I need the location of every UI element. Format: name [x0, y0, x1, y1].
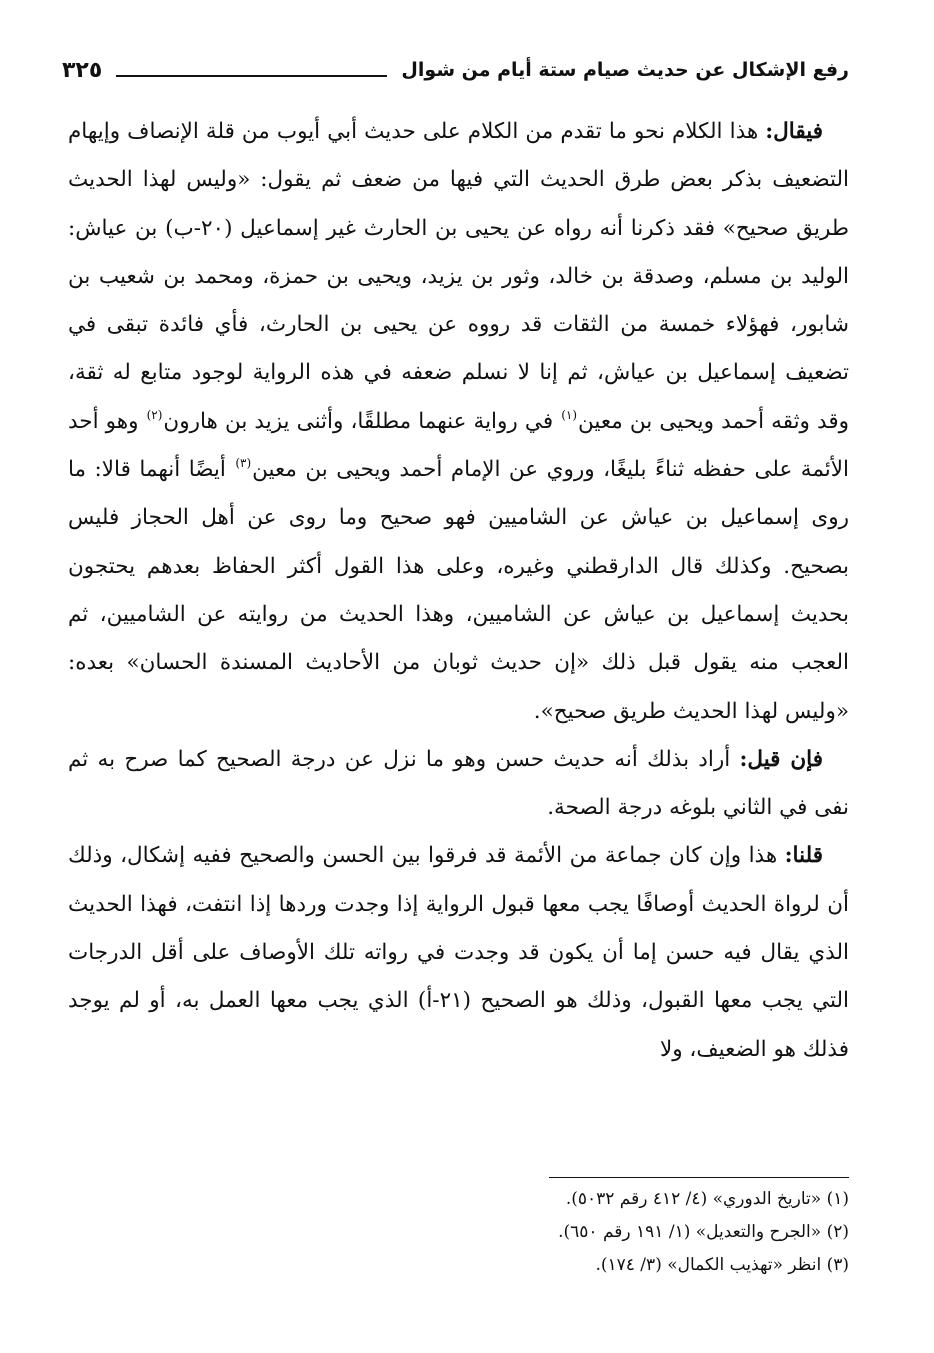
body-text — [68, 108, 849, 1074]
header-rule — [116, 75, 387, 77]
running-title: رفع الإشكال عن حديث صيام ستة أيام من شوال — [401, 59, 849, 81]
running-header — [62, 50, 849, 90]
paragraph-lead: فيقال: — [765, 119, 823, 144]
footnote-2: (٢) «الجرح والتعديل» (١/ ١٩١ رقم ٦٥٠). — [558, 1222, 849, 1242]
paragraph-lead: فإن قيل: — [739, 746, 823, 772]
paragraph-text: هذا الكلام نحو ما تقدم من الكلام على حديث أبي أيوب من قلة الإنصاف وإيهام التضعيف بذكر بعض طرق الحديث التي فيها من ضعف ثم يقول: «وليس لهذا الحديث طريق صحيح» فقد ذكرنا أنه رواه عن يحيى بن الحارث غير إسماعيل (٢٠-ب) بن عياش: الوليد بن مسلم، وصدقة بن خالد، وثور بن يزيد، ويحيى بن حمزة، ومحمد بن شعيب بن شابور، فهؤلاء خمسة من الثقات قد رووه عن يحيى بن الحارث، فأي فائدة تبقى في تضعيف إسماعيل بن عياش، ثم إنا لا نسلم ضعفه في هذه الرواية لوجود متابع له ثقة، وقد وثقه أحمد ويحيى بن معين — [68, 119, 849, 434]
footnote-ref: (٢) — [146, 407, 163, 422]
paragraph-2 — [68, 736, 849, 833]
footnotes — [100, 1183, 849, 1282]
paragraph-text: أراد بذلك أنه حديث حسن وهو ما نزل عن درجة الصحيح كما صرح به ثم نفى في الثاني بلوغه درجة الصحة. — [68, 746, 849, 821]
paragraph-1 — [68, 108, 849, 736]
page-number: ٣٢٥ — [62, 57, 103, 83]
paragraph-text: في رواية عنهما مطلقًا، وأثنى يزيد بن هارون — [163, 408, 561, 434]
footnote-ref: (٣) — [235, 456, 252, 471]
footnote-3: (٣) انظر «تهذيب الكمال» (٣/ ١٧٤). — [595, 1255, 849, 1275]
footnote-ref: (١) — [561, 407, 578, 422]
footnote-rule — [549, 1177, 849, 1178]
paragraph-text: أيضًا أنهما قالا: ما روى إسماعيل بن عياش عن الشاميين فهو صحيح وما روى عن أهل الحجاز فليس بصحيح. وكذلك قال الدارقطني وغيره، وعلى هذا القول أكثر الحفاظ بعدهم يحتجون بحديث إسماعيل بن عياش عن الشاميين، وهذا الحديث من روايته عن الشاميين، ثم العجب منه يقول قبل ذلك «إن حديث ثوبان من الأحاديث المسندة الحسان» بعده: «وليس لهذا الحديث طريق صحيح». — [68, 457, 849, 724]
paragraph-text: وهو أحد الأئمة على حفظه ثناءً بليغًا، وروي عن الإمام أحمد ويحيى بن معين — [68, 408, 849, 483]
footnote-1: (١) «تاريخ الدوري» (٤/ ٤١٢ رقم ٥٠٣٢). — [565, 1189, 849, 1209]
paragraph-text: هذا وإن كان جماعة من الأئمة قد فرقوا بين الحسن والصحيح ففيه إشكال، وذلك أن لرواة الحديث أوصافًا يجب معها قبول الرواية إذا وجدت وردها إذا انتفت، فهذا الحديث الذي يقال فيه حسن إما أن يكون قد وجدت في رواته تلك الأوصاف على أقل الدرجات التي يجب معها القبول، وذلك هو الصحيح (٢١-أ) الذي يجب معها العمل به، أو لم يوجد فذلك هو الضعيف، ولا — [68, 843, 850, 1062]
paragraph-lead: قلنا: — [784, 843, 823, 869]
paragraph-3 — [68, 832, 849, 1073]
